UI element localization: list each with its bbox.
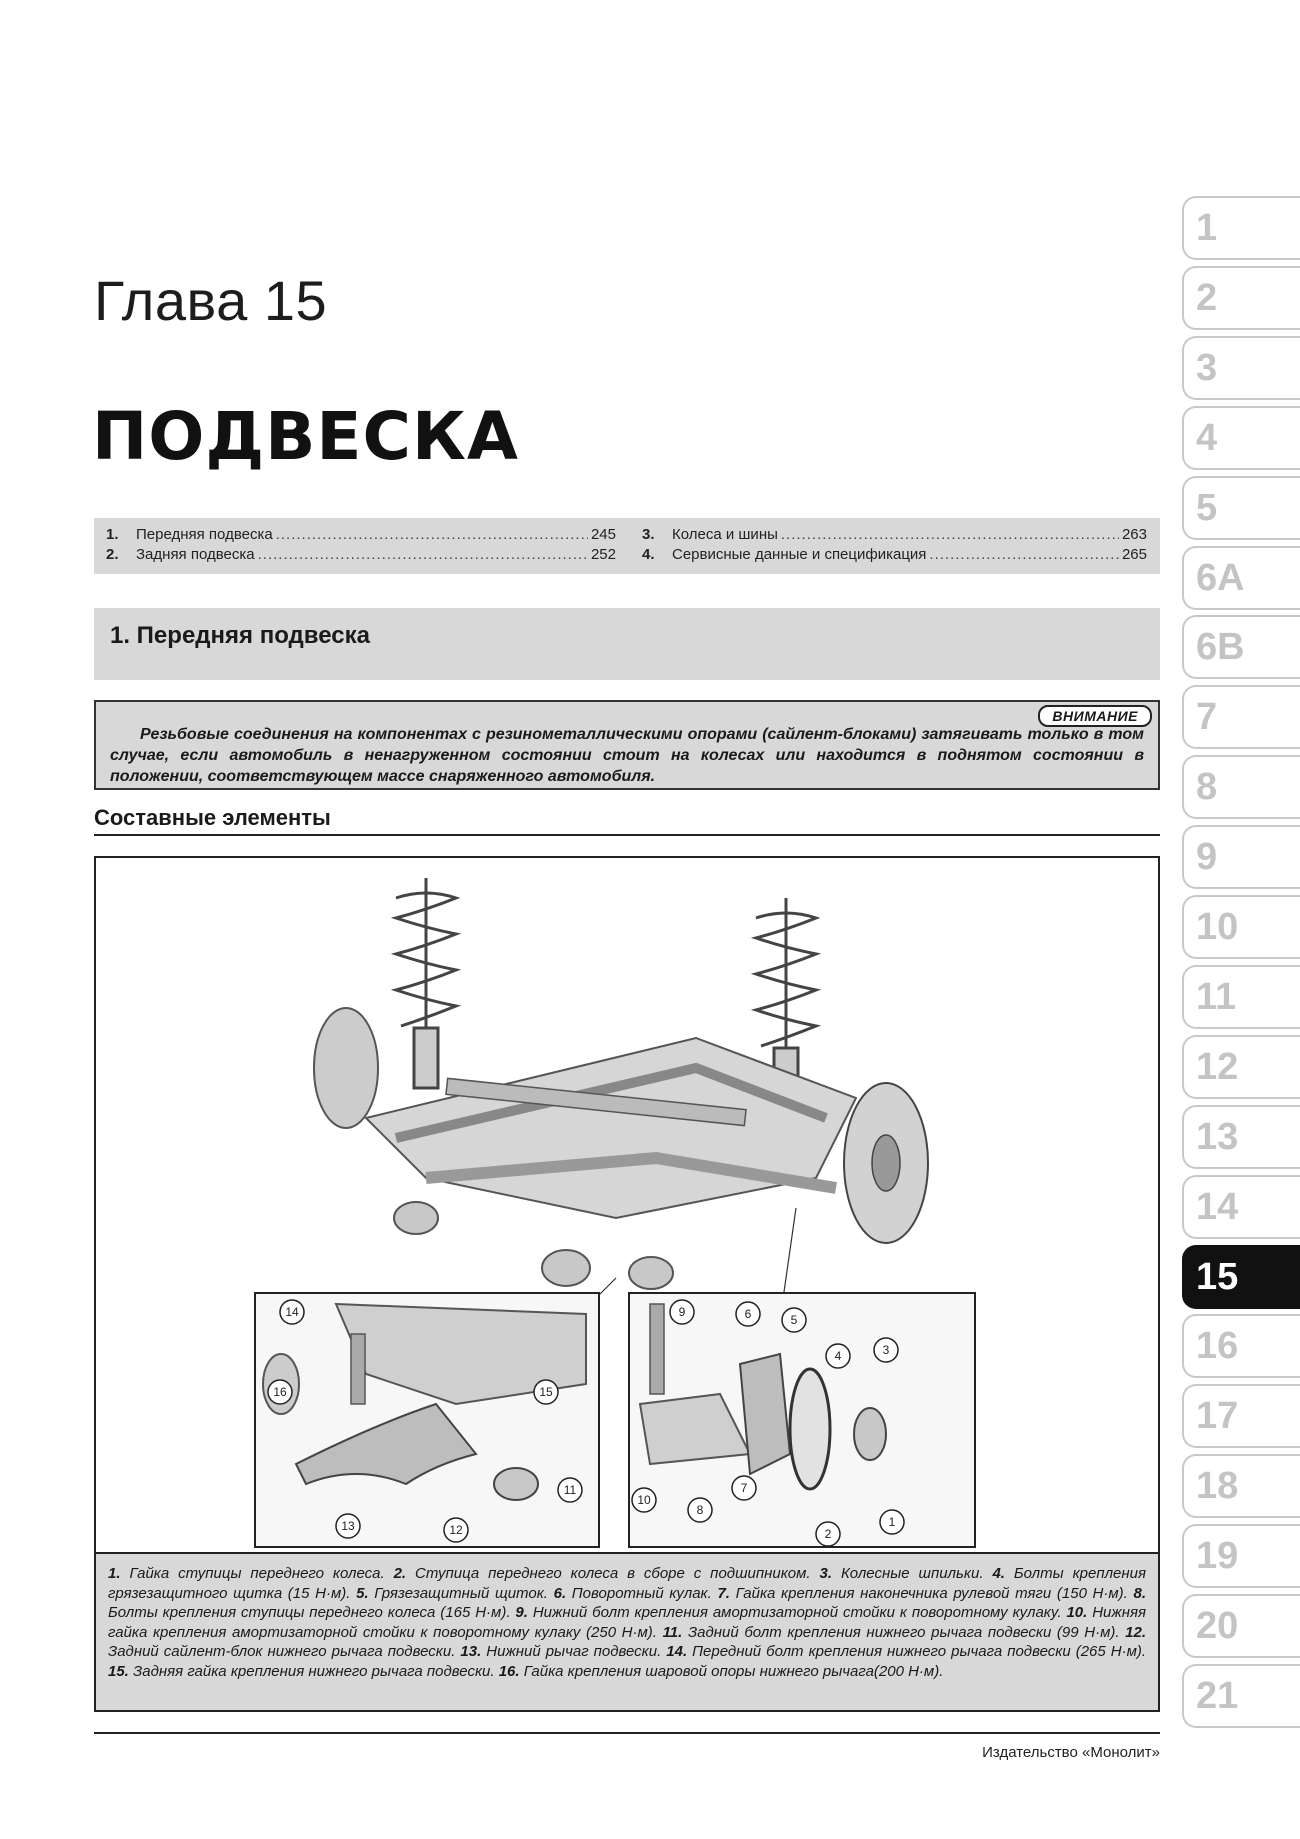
- caption-item-text: Гайка крепления наконечника рулевой тяги (150 Н·м).: [729, 1584, 1134, 1602]
- section-header: [94, 608, 1160, 680]
- tab-chapter-20[interactable]: 20: [1182, 1594, 1300, 1658]
- caption-item-text: Грязезащитный щиток.: [368, 1584, 554, 1602]
- toc-dots: [258, 546, 588, 563]
- toc-item-label: Колеса и шины: [672, 526, 778, 543]
- tab-chapter-5[interactable]: 5: [1182, 476, 1300, 540]
- tab-chapter-21[interactable]: 21: [1182, 1664, 1300, 1728]
- callout-7: 7: [740, 1481, 748, 1495]
- caption-item-text: Болты крепления грязезащитного щитка (15 Н·м).: [108, 1565, 1146, 1602]
- caption-item-text: Гайка крепления шаровой опоры нижнего рычага(200 Н·м).: [519, 1662, 944, 1680]
- tab-chapter-2[interactable]: 2: [1182, 266, 1300, 330]
- callout-14: 14: [285, 1305, 299, 1319]
- figure-caption: [94, 1554, 1160, 1712]
- tab-chapter-9[interactable]: 9: [1182, 825, 1300, 889]
- hub-knuckle-illustration: [630, 1294, 974, 1546]
- callout-2: 2: [824, 1527, 832, 1541]
- tab-chapter-10[interactable]: 10: [1182, 895, 1300, 959]
- tab-chapter-8[interactable]: 8: [1182, 755, 1300, 819]
- callout-11: 11: [563, 1483, 577, 1497]
- caption-item-number: 7.: [717, 1584, 730, 1602]
- callout-8: 8: [696, 1503, 704, 1517]
- caption-item-number: 3.: [819, 1565, 833, 1582]
- caption-item-text: Болты крепления ступицы переднего колеса (165 Н·м).: [108, 1604, 516, 1621]
- caption-item-text: Нижний рычаг подвески.: [481, 1643, 667, 1660]
- caption-item-text: Поворотный кулак.: [566, 1584, 718, 1602]
- lower-arm-inset: [254, 1292, 600, 1548]
- chapter-name: ПОДВЕСКА: [92, 398, 519, 475]
- toc-item-page: 263: [1121, 526, 1147, 543]
- callout-3: 3: [882, 1343, 890, 1357]
- toc-item-label: Задняя подвеска: [136, 546, 255, 563]
- toc-item[interactable]: [642, 526, 1147, 543]
- caption-item-text: Нижний болт крепления амортизаторной стойки к поворотному кулаку.: [527, 1604, 1067, 1621]
- tab-chapter-11[interactable]: 11: [1182, 965, 1300, 1029]
- section-title: 1. Передняя подвеска: [110, 622, 370, 649]
- subsection-divider: [94, 834, 1160, 836]
- caption-item-number: 8.: [1133, 1584, 1146, 1602]
- toc-item[interactable]: [106, 526, 616, 543]
- toc-dots: [929, 546, 1119, 563]
- toc-dots: [276, 526, 588, 543]
- chapter-title: Глава 15: [94, 269, 328, 332]
- publisher-name: Издательство «Монолит»: [982, 1744, 1160, 1761]
- tab-chapter-6a[interactable]: 6A: [1182, 546, 1300, 610]
- tab-chapter-17[interactable]: 17: [1182, 1384, 1300, 1448]
- caption-item-number: 4.: [992, 1565, 1005, 1582]
- tab-chapter-19[interactable]: 19: [1182, 1524, 1300, 1588]
- caption-item-text: Гайка ступицы переднего колеса.: [120, 1565, 394, 1582]
- callout-10: 10: [637, 1493, 651, 1507]
- callout-5: 5: [790, 1313, 798, 1327]
- tab-chapter-15[interactable]: 15: [1182, 1245, 1300, 1309]
- lower-arm-illustration: [256, 1294, 598, 1546]
- caption-item-number: 15.: [108, 1662, 129, 1680]
- tab-chapter-12[interactable]: 12: [1182, 1035, 1300, 1099]
- warning-badge: ВНИМАНИЕ: [1038, 705, 1152, 727]
- caption-item-text: Задний сайлент-блок нижнего рычага подвески.: [108, 1643, 461, 1660]
- tab-chapter-7[interactable]: 7: [1182, 685, 1300, 749]
- warning-text: Резьбовые соединения на компонентах с резинометаллическими опорами (сайлент-блоками) затягивать только в том случае, если автомобиль в ненагруженном состоянии стоит на колесах или находится в поднятом состоянии в положении, соответствующем массе снаряженного автомобиля.: [110, 726, 1144, 785]
- callout-1: 1: [888, 1515, 896, 1529]
- toc-item-page: 252: [590, 546, 616, 563]
- tab-chapter-16[interactable]: 16: [1182, 1314, 1300, 1378]
- caption-item-number: 13.: [460, 1643, 482, 1660]
- caption-item-text: Задний болт крепления нижнего рычага подвески (99 Н·м).: [682, 1623, 1126, 1641]
- toc-item-label: Передняя подвеска: [136, 526, 273, 543]
- caption-item-text: Ступица переднего колеса в сборе с подшипником.: [406, 1565, 820, 1582]
- tab-chapter-4[interactable]: 4: [1182, 406, 1300, 470]
- toc-item[interactable]: [642, 546, 1147, 563]
- caption-item-number: 2.: [393, 1565, 407, 1582]
- caption-item-number: 14.: [666, 1643, 688, 1660]
- callout-15: 15: [539, 1385, 553, 1399]
- toc-item-number: 1.: [106, 526, 119, 543]
- caption-item-text: Задняя гайка крепления нижнего рычага подвески.: [128, 1662, 499, 1680]
- caption-item-number: 9.: [515, 1604, 528, 1621]
- toc-item[interactable]: [106, 546, 616, 563]
- table-of-contents: [94, 518, 1160, 574]
- tab-chapter-6b[interactable]: 6B: [1182, 615, 1300, 679]
- caption-item-number: 10.: [1066, 1604, 1088, 1621]
- caption-item-number: 16.: [498, 1662, 520, 1680]
- toc-item-page: 265: [1121, 546, 1147, 563]
- warning-box: [94, 700, 1160, 790]
- toc-item-number: 4.: [642, 546, 655, 563]
- callout-12: 12: [449, 1523, 463, 1537]
- caption-item-text: Колесные шпильки.: [832, 1565, 993, 1582]
- tab-chapter-14[interactable]: 14: [1182, 1175, 1300, 1239]
- callout-16: 16: [273, 1385, 287, 1399]
- callout-9: 9: [678, 1305, 686, 1319]
- caption-item-text: Нижняя гайка крепления амортизаторной стойки к поворотному кулаку (250 Н·м).: [108, 1604, 1146, 1641]
- toc-item-number: 2.: [106, 546, 119, 563]
- caption-item-number: 11.: [662, 1623, 683, 1641]
- footer-divider: [94, 1732, 1160, 1734]
- caption-item-text: Передний болт крепления нижнего рычага подвески (265 Н·м).: [687, 1643, 1147, 1660]
- tab-chapter-18[interactable]: 18: [1182, 1454, 1300, 1518]
- caption-item-number: 12.: [1125, 1623, 1146, 1641]
- subsection-title: Составные элементы: [94, 805, 331, 830]
- toc-item-number: 3.: [642, 526, 655, 543]
- hub-knuckle-inset: [628, 1292, 976, 1548]
- toc-dots: [781, 526, 1119, 543]
- toc-item-page: 245: [590, 526, 616, 543]
- toc-item-label: Сервисные данные и спецификация: [672, 546, 927, 563]
- caption-item-number: 6.: [553, 1584, 567, 1602]
- callout-4: 4: [834, 1349, 842, 1363]
- caption-text: [108, 1564, 1146, 1681]
- tab-chapter-1[interactable]: 1: [1182, 196, 1300, 260]
- callout-6: 6: [744, 1307, 752, 1321]
- left-strut: [396, 878, 456, 1088]
- suspension-figure: [94, 856, 1160, 1554]
- callout-13: 13: [341, 1519, 355, 1533]
- caption-item-number: 5.: [356, 1584, 369, 1602]
- caption-item-number: 1.: [108, 1565, 121, 1582]
- tab-chapter-3[interactable]: 3: [1182, 336, 1300, 400]
- tab-chapter-13[interactable]: 13: [1182, 1105, 1300, 1169]
